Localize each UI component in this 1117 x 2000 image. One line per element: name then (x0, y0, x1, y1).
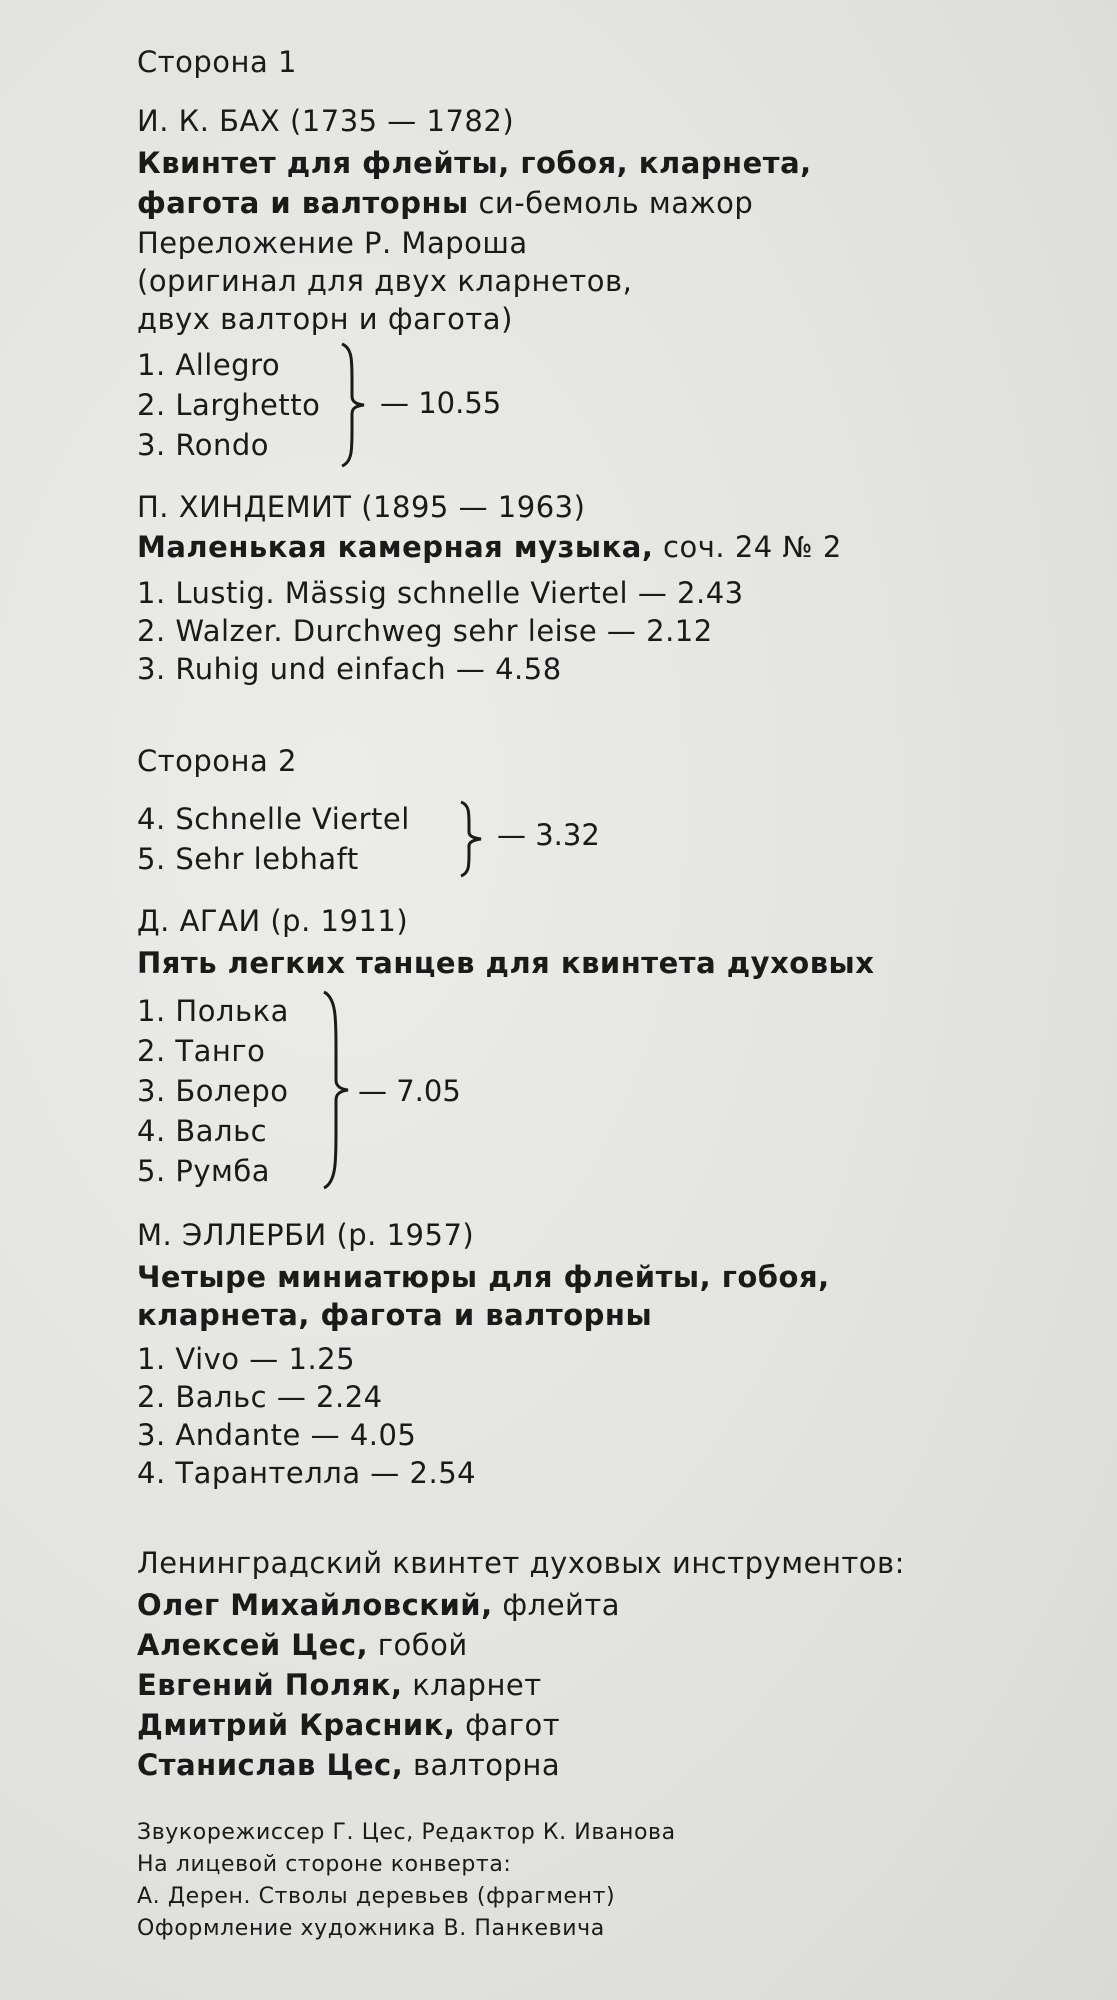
bach-composer: И. К. БАХ (1735 — 1782) (137, 104, 515, 138)
agai-track-4: 4. Вальс (137, 1114, 268, 1148)
bach-original-note-1: (оригинал для двух кларнетов, (137, 264, 633, 298)
ensemble-member-4 (137, 1708, 560, 1742)
ellerby-title-line-2: кларнета, фагота и валторны (137, 1298, 653, 1332)
ensemble-member-5 (137, 1748, 560, 1782)
agai-track-2: 2. Танго (137, 1034, 266, 1068)
bach-title-line-1: Квинтет для флейты, гобоя, кларнета, (137, 146, 812, 180)
credits-line-1: Звукорежиссер Г. Цес, Редактор К. Иванова (137, 1820, 676, 1845)
hindemith-title (137, 530, 842, 564)
member-name: Олег Михайловский, (137, 1588, 493, 1622)
ensemble-header: Ленинградский квинтет духовых инструментов: (137, 1546, 905, 1580)
bach-track-2: 2. Larghetto (137, 388, 321, 422)
bach-duration: — 10.55 (380, 386, 502, 420)
hindemith-title-bold: Маленькая камерная музыка, (137, 530, 654, 564)
ellerby-track-3: 3. Andante — 4.05 (137, 1418, 417, 1452)
bach-track-3: 3. Rondo (137, 428, 270, 462)
agai-brace (320, 988, 352, 1194)
agai-track-3: 3. Болеро (137, 1074, 289, 1108)
agai-composer: Д. АГАИ (р. 1911) (137, 904, 409, 938)
hindemith-duration: — 3.32 (497, 818, 600, 852)
ellerby-composer: М. ЭЛЛЕРБИ (р. 1957) (137, 1218, 475, 1252)
bach-title-line-2 (137, 186, 753, 220)
hindemith-opus: соч. 24 № 2 (653, 530, 842, 564)
hindemith-track-1: 1. Lustig. Mässig schnelle Viertel — 2.43 (137, 576, 744, 610)
hindemith-brace (457, 798, 487, 880)
ensemble-member-1 (137, 1588, 620, 1622)
agai-duration: — 7.05 (358, 1074, 461, 1108)
side-1-heading: Сторона 1 (137, 45, 297, 79)
hindemith-composer: П. ХИНДЕМИТ (1895 — 1963) (137, 490, 586, 524)
hindemith-track-3: 3. Ruhig und einfach — 4.58 (137, 652, 562, 686)
member-name: Дмитрий Красник, (137, 1708, 456, 1742)
agai-title: Пять легких танцев для квинтета духовых (137, 946, 875, 980)
hindemith-track-2: 2. Walzer. Durchweg sehr leise — 2.12 (137, 614, 713, 648)
credits-line-3: А. Дерен. Стволы деревьев (фрагмент) (137, 1884, 616, 1909)
hindemith-track-4: 4. Schnelle Viertel (137, 802, 410, 836)
agai-track-1: 1. Полька (137, 994, 289, 1028)
bach-arrangement: Переложение Р. Мароша (137, 226, 528, 260)
member-instrument: валторна (403, 1748, 561, 1782)
credits-line-2: На лицевой стороне конверта: (137, 1852, 512, 1877)
credits-line-4: Оформление художника В. Панкевича (137, 1916, 605, 1941)
ellerby-title-line-1: Четыре миниатюры для флейты, гобоя, (137, 1260, 830, 1294)
ellerby-track-1: 1. Vivo — 1.25 (137, 1342, 356, 1376)
member-name: Алексей Цес, (137, 1628, 369, 1662)
ensemble-member-3 (137, 1668, 542, 1702)
member-name: Станислав Цес, (137, 1748, 404, 1782)
bach-title-bold: фагота и валторны (137, 186, 469, 220)
member-name: Евгений Поляк, (137, 1668, 403, 1702)
member-instrument: кларнет (402, 1668, 542, 1702)
member-instrument: флейта (492, 1588, 621, 1622)
ensemble-member-2 (137, 1628, 468, 1662)
hindemith-track-5: 5. Sehr lebhaft (137, 842, 359, 876)
side-2-heading: Сторона 2 (137, 744, 297, 778)
member-instrument: фагот (455, 1708, 561, 1742)
agai-track-5: 5. Румба (137, 1154, 271, 1188)
bach-key: си-бемоль мажор (468, 186, 754, 220)
ellerby-track-2: 2. Вальс — 2.24 (137, 1380, 383, 1414)
bach-brace (338, 340, 368, 470)
bach-track-1: 1. Allegro (137, 348, 281, 382)
ellerby-track-4: 4. Тарантелла — 2.54 (137, 1456, 477, 1490)
member-instrument: гобой (368, 1628, 468, 1662)
bach-original-note-2: двух валторн и фагота) (137, 302, 513, 336)
